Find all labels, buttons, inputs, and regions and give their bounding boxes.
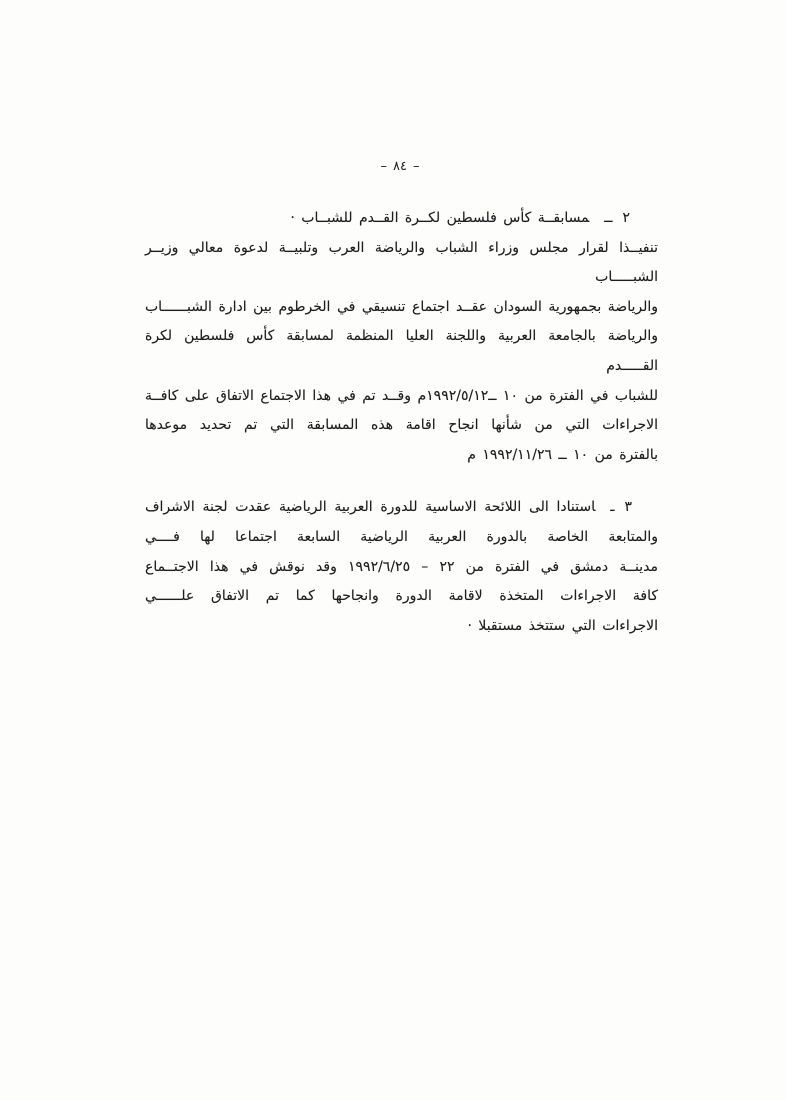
clause-3 (145, 493, 658, 641)
text-line-closing: بالفترة من ١٠ ــ ١٩٩٢/١١/٢٦ م (467, 446, 658, 463)
clause-2-dash: ــ (604, 210, 613, 226)
clause-2-heading (145, 204, 658, 234)
page-number-dash-right: – (412, 159, 420, 174)
clause-3-first-line (145, 493, 658, 523)
text-line: والرياضة بالجامعة العربية واللجنة العليا المنظمة لمسابقة كأس فلسطين لكرة القـــــدم (145, 328, 658, 374)
text-line: مدينــة دمشق في الفترة من ٢٢ – ١٩٩٢/٦/٢٥ وقد نوقش في هذا الاجتــماع (145, 558, 658, 575)
page-number (142, 159, 658, 174)
page-number-value: ٨٤ (393, 159, 407, 174)
text-line: كافة الاجراءات المتخذة لاقامة الدورة وانجاحها كما تم الاتفاق علــــــي (145, 588, 658, 605)
clause-3-number: ٣ (624, 499, 632, 516)
clause-2-number: ٢ (622, 210, 630, 226)
text-line: والمتابعة الخاصة بالدورة العربية الرياضية السابعة اجتماعا لها فــــي (145, 528, 658, 545)
clause-2 (145, 204, 658, 470)
text-line-closing: الاجراءات التي ستتخذ مستقبلا · (467, 617, 658, 634)
clause-3-first-text: استنادا الى اللائحة الاساسية للدورة العربية الرياضية عقدت لجنة الاشراف (145, 499, 596, 516)
page-number-dash-left: – (380, 159, 388, 174)
clause-2-title: مسابقــة كأس فلسطين لكــرة القــدم للشبــاب · (290, 210, 590, 226)
clause-3-dash: ـ (610, 499, 615, 516)
text-line: للشباب في الفترة من ١٠ ــ١٩٩٢/٥/١٢م وقــد تم في هذا الاجتماع الاتفاق على كافــة (145, 387, 658, 404)
document-body (145, 204, 658, 641)
text-line: الاجراءات التي من شأنها انجاح اقامة هذه المسابقة التي تم تحديد موعدها (145, 417, 658, 434)
text-line: والرياضة بجمهورية السودان عقــد اجتماع تنسيقي في الخرطوم بين ادارة الشبــــــاب (145, 298, 658, 315)
text-line: تنفيــذا لقرار مجلس وزراء الشباب والرياضة العرب وتلبيــة لدعوة معالي وزيــر الشبـــــاب (145, 239, 658, 286)
